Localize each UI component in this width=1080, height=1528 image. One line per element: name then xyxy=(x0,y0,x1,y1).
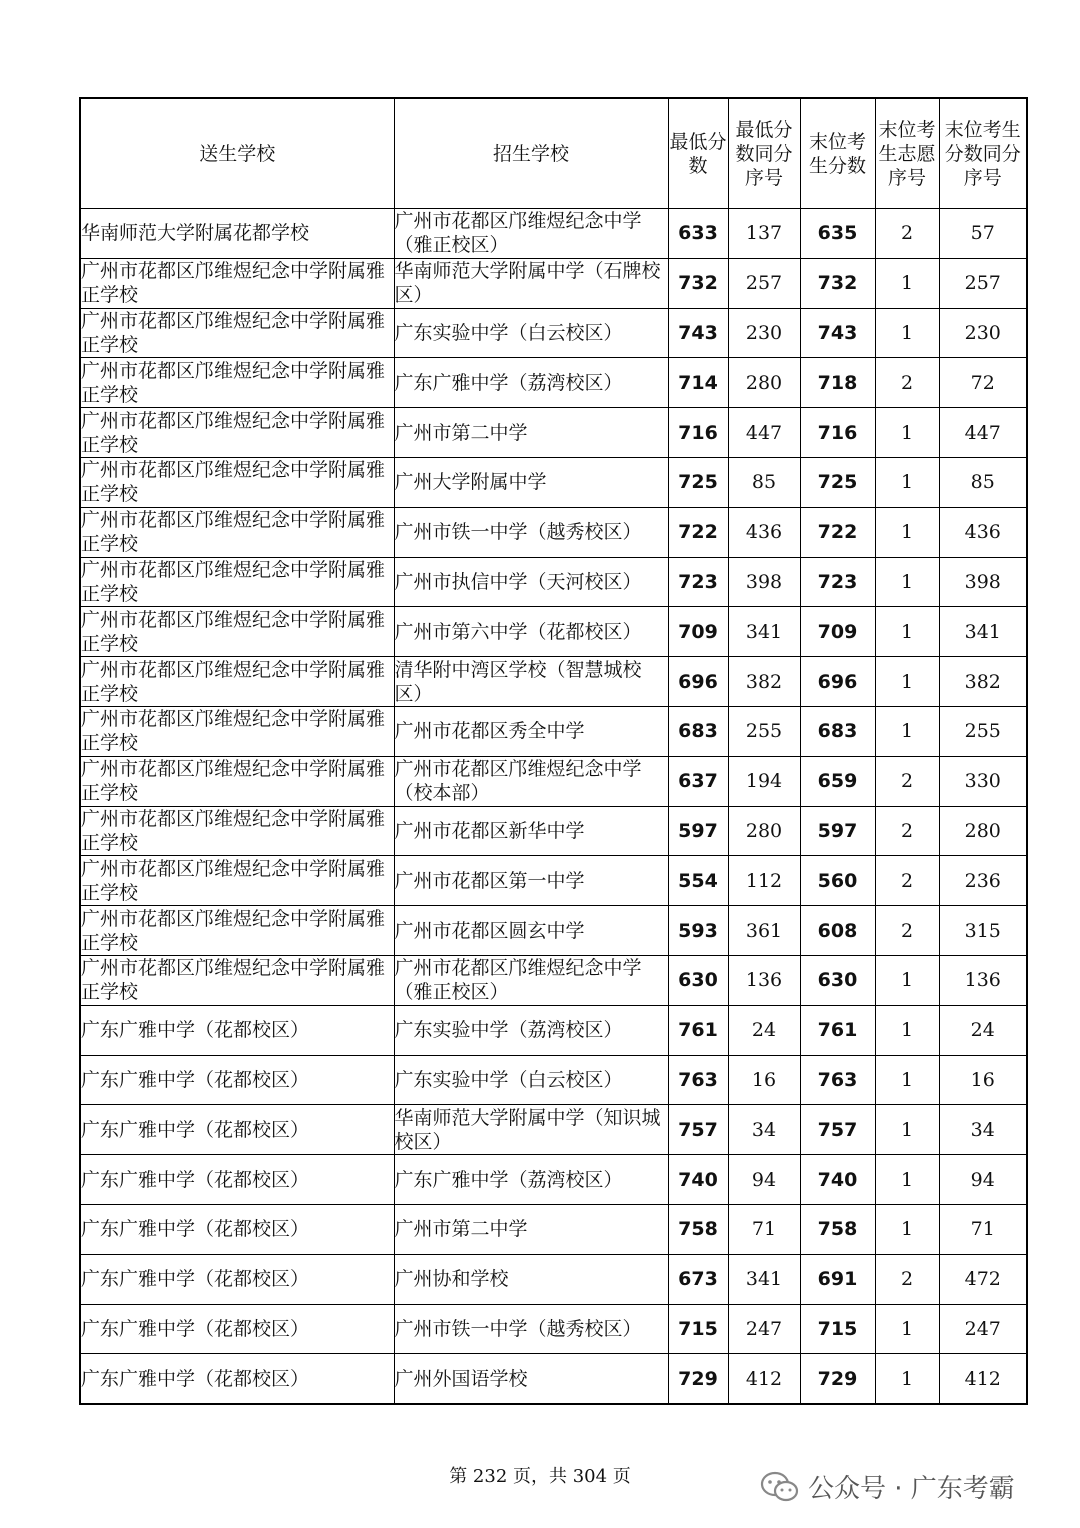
cell-admit-school: 广州市铁一中学（越秀校区） xyxy=(394,1304,668,1354)
table-row xyxy=(80,607,1027,657)
cell-last-wish: 2 xyxy=(875,209,939,259)
cell-min-score-rank: 71 xyxy=(728,1204,800,1254)
cell-admit-school: 广州市第二中学 xyxy=(394,1204,668,1254)
table-body xyxy=(80,209,1027,1405)
cell-min-score: 593 xyxy=(668,906,728,956)
cell-last-wish: 2 xyxy=(875,358,939,408)
cell-admit-school: 广东广雅中学（荔湾校区） xyxy=(394,1155,668,1205)
cell-last-score: 758 xyxy=(800,1204,875,1254)
cell-last-score: 761 xyxy=(800,1005,875,1055)
header-last-rank: 末位考生分数同分序号 xyxy=(939,98,1027,209)
table-row xyxy=(80,906,1027,956)
cell-last-score: 608 xyxy=(800,906,875,956)
cell-min-score: 763 xyxy=(668,1055,728,1105)
cell-last-wish: 1 xyxy=(875,408,939,458)
cell-send-school: 广州市花都区邝维煜纪念中学附属雅正学校 xyxy=(80,906,394,956)
cell-admit-school: 清华附中湾区学校（智慧城校区） xyxy=(394,657,668,707)
cell-min-score: 740 xyxy=(668,1155,728,1205)
cell-last-score: 743 xyxy=(800,308,875,358)
cell-min-score: 554 xyxy=(668,856,728,906)
cell-last-rank: 341 xyxy=(939,607,1027,657)
cell-last-wish: 1 xyxy=(875,657,939,707)
cell-min-score-rank: 341 xyxy=(728,607,800,657)
cell-min-score-rank: 398 xyxy=(728,557,800,607)
cell-send-school: 广州市花都区邝维煜纪念中学附属雅正学校 xyxy=(80,308,394,358)
cell-send-school: 广州市花都区邝维煜纪念中学附属雅正学校 xyxy=(80,607,394,657)
wechat-icon xyxy=(760,1470,800,1504)
cell-min-score: 758 xyxy=(668,1204,728,1254)
cell-last-wish: 2 xyxy=(875,806,939,856)
cell-last-score: 630 xyxy=(800,955,875,1005)
cell-last-score: 725 xyxy=(800,457,875,507)
cell-last-score: 740 xyxy=(800,1155,875,1205)
table-row xyxy=(80,557,1027,607)
header-last-wish: 末位考生志愿序号 xyxy=(875,98,939,209)
cell-min-score-rank: 257 xyxy=(728,258,800,308)
cell-admit-school: 广州市花都区新华中学 xyxy=(394,806,668,856)
cell-last-wish: 2 xyxy=(875,1254,939,1304)
cell-send-school: 广东广雅中学（花都校区） xyxy=(80,1055,394,1105)
cell-last-rank: 436 xyxy=(939,507,1027,557)
cell-send-school: 广州市花都区邝维煜纪念中学附属雅正学校 xyxy=(80,457,394,507)
cell-last-rank: 255 xyxy=(939,706,1027,756)
cell-last-rank: 136 xyxy=(939,955,1027,1005)
cell-send-school: 广东广雅中学（花都校区） xyxy=(80,1254,394,1304)
cell-min-score: 757 xyxy=(668,1105,728,1155)
cell-send-school: 广州市花都区邝维煜纪念中学附属雅正学校 xyxy=(80,706,394,756)
admission-table xyxy=(79,97,1028,1405)
cell-admit-school: 广州大学附属中学 xyxy=(394,457,668,507)
cell-send-school: 广东广雅中学（花都校区） xyxy=(80,1105,394,1155)
cell-last-wish: 2 xyxy=(875,856,939,906)
table-row xyxy=(80,1005,1027,1055)
cell-send-school: 华南师范大学附属花都学校 xyxy=(80,209,394,259)
cell-last-score: 763 xyxy=(800,1055,875,1105)
table-row xyxy=(80,955,1027,1005)
cell-last-wish: 1 xyxy=(875,706,939,756)
cell-send-school: 广州市花都区邝维煜纪念中学附属雅正学校 xyxy=(80,806,394,856)
cell-min-score-rank: 24 xyxy=(728,1005,800,1055)
cell-min-score: 761 xyxy=(668,1005,728,1055)
cell-min-score: 716 xyxy=(668,408,728,458)
cell-send-school: 广州市花都区邝维煜纪念中学附属雅正学校 xyxy=(80,955,394,1005)
watermark xyxy=(760,1468,1015,1505)
cell-min-score: 673 xyxy=(668,1254,728,1304)
cell-send-school: 广州市花都区邝维煜纪念中学附属雅正学校 xyxy=(80,408,394,458)
cell-send-school: 广东广雅中学（花都校区） xyxy=(80,1304,394,1354)
cell-min-score-rank: 34 xyxy=(728,1105,800,1155)
cell-last-rank: 230 xyxy=(939,308,1027,358)
watermark-text: 公众号 · 广东考霸 xyxy=(808,1474,1015,1504)
cell-send-school: 广州市花都区邝维煜纪念中学附属雅正学校 xyxy=(80,358,394,408)
cell-last-score: 696 xyxy=(800,657,875,707)
cell-admit-school: 华南师范大学附属中学（石牌校区） xyxy=(394,258,668,308)
cell-last-rank: 472 xyxy=(939,1254,1027,1304)
cell-last-wish: 1 xyxy=(875,258,939,308)
cell-last-score: 757 xyxy=(800,1105,875,1155)
cell-admit-school: 广东实验中学（白云校区） xyxy=(394,1055,668,1105)
cell-admit-school: 广州市花都区邝维煜纪念中学（校本部） xyxy=(394,756,668,806)
cell-send-school: 广东广雅中学（花都校区） xyxy=(80,1005,394,1055)
cell-min-score: 723 xyxy=(668,557,728,607)
cell-admit-school: 广州市第二中学 xyxy=(394,408,668,458)
cell-send-school: 广州市花都区邝维煜纪念中学附属雅正学校 xyxy=(80,657,394,707)
cell-last-rank: 330 xyxy=(939,756,1027,806)
header-row xyxy=(80,98,1027,209)
cell-last-score: 715 xyxy=(800,1304,875,1354)
cell-last-score: 718 xyxy=(800,358,875,408)
cell-last-rank: 398 xyxy=(939,557,1027,607)
cell-min-score: 709 xyxy=(668,607,728,657)
cell-last-score: 722 xyxy=(800,507,875,557)
table-row xyxy=(80,756,1027,806)
cell-min-score-rank: 280 xyxy=(728,806,800,856)
cell-min-score: 715 xyxy=(668,1304,728,1354)
cell-send-school: 广州市花都区邝维煜纪念中学附属雅正学校 xyxy=(80,756,394,806)
cell-send-school: 广州市花都区邝维煜纪念中学附属雅正学校 xyxy=(80,258,394,308)
table-row xyxy=(80,1055,1027,1105)
table-row xyxy=(80,258,1027,308)
cell-last-wish: 1 xyxy=(875,1155,939,1205)
cell-admit-school: 广州市铁一中学（越秀校区） xyxy=(394,507,668,557)
cell-last-score: 729 xyxy=(800,1354,875,1404)
cell-admit-school: 广州市花都区秀全中学 xyxy=(394,706,668,756)
header-send-school: 送生学校 xyxy=(80,98,394,209)
cell-min-score-rank: 412 xyxy=(728,1354,800,1404)
cell-last-wish: 1 xyxy=(875,457,939,507)
cell-min-score-rank: 112 xyxy=(728,856,800,906)
cell-last-rank: 71 xyxy=(939,1204,1027,1254)
cell-last-score: 709 xyxy=(800,607,875,657)
cell-send-school: 广东广雅中学（花都校区） xyxy=(80,1204,394,1254)
cell-min-score-rank: 255 xyxy=(728,706,800,756)
cell-last-wish: 1 xyxy=(875,507,939,557)
cell-last-wish: 1 xyxy=(875,1204,939,1254)
table-row xyxy=(80,657,1027,707)
table-row xyxy=(80,408,1027,458)
cell-last-score: 691 xyxy=(800,1254,875,1304)
cell-last-score: 560 xyxy=(800,856,875,906)
table-row xyxy=(80,706,1027,756)
cell-last-rank: 280 xyxy=(939,806,1027,856)
cell-last-rank: 16 xyxy=(939,1055,1027,1105)
cell-send-school: 广州市花都区邝维煜纪念中学附属雅正学校 xyxy=(80,856,394,906)
cell-last-wish: 1 xyxy=(875,1354,939,1404)
cell-last-score: 683 xyxy=(800,706,875,756)
cell-last-rank: 382 xyxy=(939,657,1027,707)
table-row xyxy=(80,1354,1027,1404)
cell-min-score: 633 xyxy=(668,209,728,259)
cell-min-score: 722 xyxy=(668,507,728,557)
cell-send-school: 广东广雅中学（花都校区） xyxy=(80,1155,394,1205)
cell-min-score-rank: 85 xyxy=(728,457,800,507)
cell-last-score: 716 xyxy=(800,408,875,458)
cell-min-score-rank: 94 xyxy=(728,1155,800,1205)
cell-last-score: 723 xyxy=(800,557,875,607)
cell-min-score-rank: 137 xyxy=(728,209,800,259)
header-min-score: 最低分数 xyxy=(668,98,728,209)
cell-last-rank: 247 xyxy=(939,1304,1027,1354)
cell-admit-school: 广东实验中学（白云校区） xyxy=(394,308,668,358)
table-row xyxy=(80,358,1027,408)
cell-last-wish: 1 xyxy=(875,1055,939,1105)
cell-admit-school: 广州市花都区第一中学 xyxy=(394,856,668,906)
cell-last-rank: 236 xyxy=(939,856,1027,906)
cell-last-score: 597 xyxy=(800,806,875,856)
cell-admit-school: 华南师范大学附属中学（知识城校区） xyxy=(394,1105,668,1155)
cell-min-score: 732 xyxy=(668,258,728,308)
cell-last-wish: 1 xyxy=(875,607,939,657)
cell-min-score-rank: 230 xyxy=(728,308,800,358)
cell-admit-school: 广东广雅中学（荔湾校区） xyxy=(394,358,668,408)
cell-min-score-rank: 361 xyxy=(728,906,800,956)
cell-min-score: 729 xyxy=(668,1354,728,1404)
table-row xyxy=(80,457,1027,507)
cell-min-score-rank: 280 xyxy=(728,358,800,408)
cell-last-rank: 94 xyxy=(939,1155,1027,1205)
cell-min-score-rank: 382 xyxy=(728,657,800,707)
cell-min-score: 743 xyxy=(668,308,728,358)
cell-admit-school: 广州市执信中学（天河校区） xyxy=(394,557,668,607)
table-row xyxy=(80,308,1027,358)
cell-min-score-rank: 341 xyxy=(728,1254,800,1304)
table-row xyxy=(80,1155,1027,1205)
cell-last-score: 732 xyxy=(800,258,875,308)
cell-admit-school: 广州外国语学校 xyxy=(394,1354,668,1404)
cell-admit-school: 广州市第六中学（花都校区） xyxy=(394,607,668,657)
cell-min-score-rank: 194 xyxy=(728,756,800,806)
cell-last-rank: 72 xyxy=(939,358,1027,408)
cell-min-score-rank: 247 xyxy=(728,1304,800,1354)
cell-admit-school: 广州市花都区邝维煜纪念中学（雅正校区） xyxy=(394,209,668,259)
cell-last-rank: 57 xyxy=(939,209,1027,259)
cell-min-score-rank: 136 xyxy=(728,955,800,1005)
cell-last-rank: 315 xyxy=(939,906,1027,956)
table-row xyxy=(80,507,1027,557)
header-admit-school: 招生学校 xyxy=(394,98,668,209)
cell-admit-school: 广东实验中学（荔湾校区） xyxy=(394,1005,668,1055)
cell-admit-school: 广州协和学校 xyxy=(394,1254,668,1304)
table-row xyxy=(80,1204,1027,1254)
cell-last-wish: 1 xyxy=(875,955,939,1005)
cell-last-wish: 1 xyxy=(875,1304,939,1354)
cell-min-score-rank: 16 xyxy=(728,1055,800,1105)
cell-last-rank: 257 xyxy=(939,258,1027,308)
cell-last-rank: 412 xyxy=(939,1354,1027,1404)
cell-admit-school: 广州市花都区邝维煜纪念中学（雅正校区） xyxy=(394,955,668,1005)
cell-send-school: 广东广雅中学（花都校区） xyxy=(80,1354,394,1404)
cell-min-score: 637 xyxy=(668,756,728,806)
cell-last-wish: 1 xyxy=(875,1005,939,1055)
cell-min-score: 725 xyxy=(668,457,728,507)
header-last-score: 末位考生分数 xyxy=(800,98,875,209)
cell-last-score: 659 xyxy=(800,756,875,806)
cell-last-wish: 2 xyxy=(875,906,939,956)
header-min-score-rank: 最低分数同分序号 xyxy=(728,98,800,209)
page-number: 第 232 页，共 304 页 xyxy=(449,1466,631,1487)
cell-min-score: 630 xyxy=(668,955,728,1005)
table-row xyxy=(80,856,1027,906)
table-row xyxy=(80,1254,1027,1304)
cell-last-wish: 1 xyxy=(875,1105,939,1155)
table-row xyxy=(80,209,1027,259)
cell-send-school: 广州市花都区邝维煜纪念中学附属雅正学校 xyxy=(80,557,394,607)
table-row xyxy=(80,1105,1027,1155)
table-row xyxy=(80,1304,1027,1354)
cell-last-rank: 24 xyxy=(939,1005,1027,1055)
cell-last-rank: 447 xyxy=(939,408,1027,458)
cell-min-score-rank: 436 xyxy=(728,507,800,557)
cell-send-school: 广州市花都区邝维煜纪念中学附属雅正学校 xyxy=(80,507,394,557)
cell-last-wish: 2 xyxy=(875,756,939,806)
cell-min-score: 597 xyxy=(668,806,728,856)
cell-last-score: 635 xyxy=(800,209,875,259)
cell-last-rank: 85 xyxy=(939,457,1027,507)
cell-min-score-rank: 447 xyxy=(728,408,800,458)
cell-min-score: 714 xyxy=(668,358,728,408)
cell-admit-school: 广州市花都区圆玄中学 xyxy=(394,906,668,956)
cell-min-score: 683 xyxy=(668,706,728,756)
table-row xyxy=(80,806,1027,856)
cell-last-rank: 34 xyxy=(939,1105,1027,1155)
cell-last-wish: 1 xyxy=(875,557,939,607)
cell-min-score: 696 xyxy=(668,657,728,707)
cell-last-wish: 1 xyxy=(875,308,939,358)
